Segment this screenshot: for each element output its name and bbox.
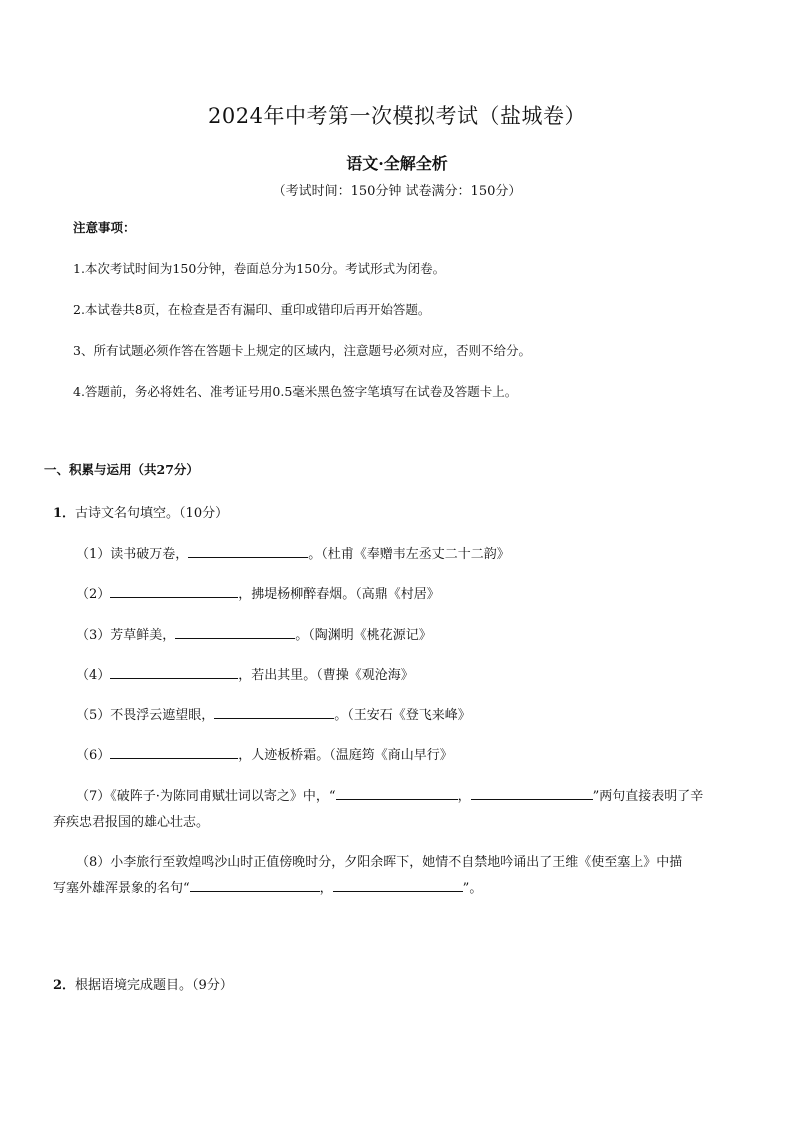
item-separator: ， [457,789,471,804]
item-number: （1） [76,547,111,562]
item-suffix: ”。 [462,881,483,896]
notice-item: 4.答题前，务必将姓名、准考证号用0.5毫米黑色签字笔填写在试卷及答题卡上。 [73,384,518,399]
exam-info: （考试时间：150分钟 试卷满分：150分） [272,184,522,199]
question-text: 根据语境完成题目。（9分） [75,978,233,993]
answer-blank[interactable] [110,664,238,679]
question-number: 2． [53,978,76,993]
question-number: 1． [53,506,76,521]
answer-blank[interactable] [175,624,295,639]
item-number: （6） [76,748,111,763]
answer-blank[interactable] [333,877,463,892]
section-heading: 一、积累与运用（共27分） [44,462,199,477]
fill-item-1 [76,543,510,562]
answer-blank[interactable] [110,583,238,598]
item-prefix: 不畏浮云遮望眼， [110,708,215,723]
item-separator: ， [319,881,333,896]
item-number: （4） [76,668,111,683]
notice-item: 3、所有试题必须作答在答题卡上规定的区域内，注意题号必须对应，否则不给分。 [73,343,531,358]
fill-item-7 [76,785,703,804]
item-suffix: ”两句直接表明了辛 [592,789,704,804]
item-suffix: ，若出其里。（曹操《观沧海》 [238,668,414,683]
fill-item-8-continuation [53,877,482,896]
page-subtitle: 语文·全解全析 [346,154,448,173]
item-suffix: 。（陶渊明《桃花源记》 [295,628,432,643]
question-2-title [53,974,233,993]
answer-blank[interactable] [471,785,593,800]
fill-item-4 [76,664,414,683]
item-prefix: 读书破万卷， [110,547,189,562]
question-1-title [53,502,228,521]
item-number: （5） [76,708,111,723]
item-number: （3） [76,628,111,643]
fill-item-5 [76,704,471,723]
question-text: 古诗文名句填空。（10分） [75,506,229,521]
item-prefix: （7）《破阵子·为陈同甫赋壮词以寄之》中，“ [76,789,336,804]
answer-blank[interactable] [110,744,238,759]
item-suffix: ，拂堤杨柳醉春烟。（高鼎《村居》 [238,587,440,602]
fill-item-3 [76,624,432,643]
answer-blank[interactable] [188,543,308,558]
answer-blank[interactable] [336,785,458,800]
notice-item: 2.本试卷共8页，在检查是否有漏印、重印或错印后再开始答题。 [73,302,431,317]
item-suffix: 。（杜甫《奉赠韦左丞丈二十二韵》 [308,547,510,562]
item-prefix: 写塞外雄浑景象的名句“ [53,881,190,896]
answer-blank[interactable] [190,877,320,892]
page-title: 2024年中考第一次模拟考试（盐城卷） [208,104,586,128]
fill-item-8: （8）小李旅行至敦煌鸣沙山时正值傍晚时分，夕阳余晖下，她情不自禁地吟诵出了王维《使至塞上》中描 [76,855,683,870]
fill-item-2 [76,583,440,602]
fill-item-7-continuation: 弃疾忠君报国的雄心壮志。 [53,815,210,830]
notice-item: 1.本次考试时间为150分钟，卷面总分为150分。考试形式为闭卷。 [73,261,446,276]
item-suffix: 。（王安石《登飞来峰》 [334,708,471,723]
answer-blank[interactable] [214,704,334,719]
item-suffix: ，人迹板桥霜。（温庭筠《商山早行》 [238,748,453,763]
notice-heading: 注意事项： [73,220,136,235]
item-prefix: 芳草鲜美， [110,628,176,643]
fill-item-6 [76,744,453,763]
item-number: （2） [76,587,111,602]
